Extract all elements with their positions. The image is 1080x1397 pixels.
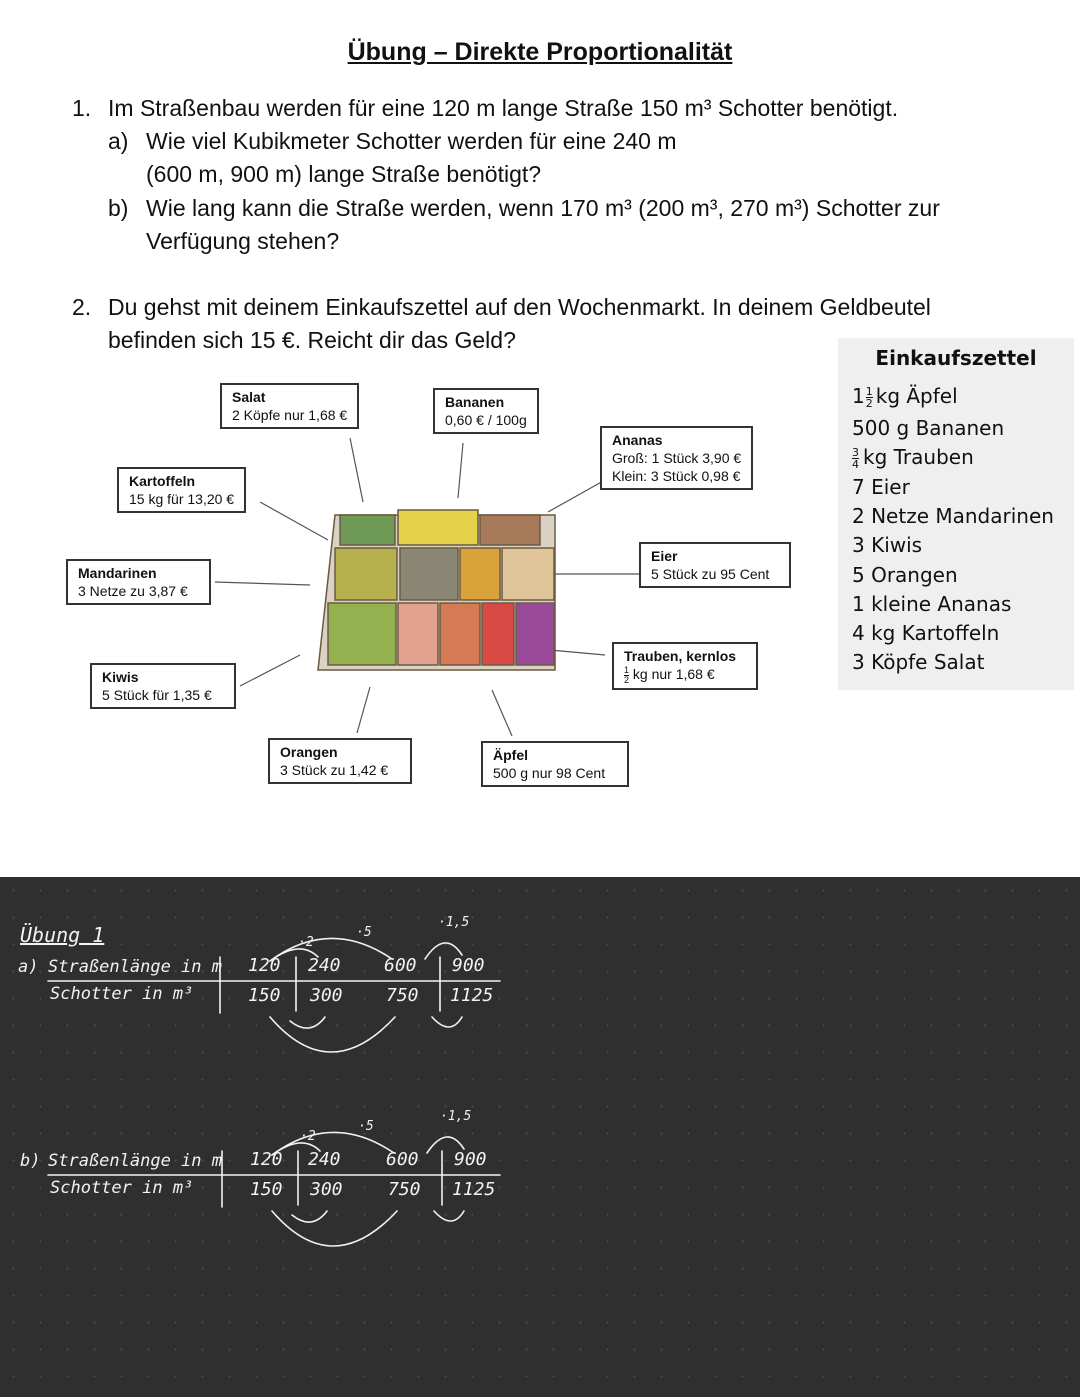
shopping-list-title: Einkaufszettel (875, 346, 1037, 370)
shopping-item-eier: 7 Eier (852, 475, 910, 499)
market-label-ananas (600, 426, 753, 490)
task-1b-line1: Wie lang kann die Straße werden, wenn 170 m³ (200 m³, 270 m³) Schotter zur (146, 195, 940, 221)
task-1-number: 1. (72, 95, 92, 121)
shopping-item-orangen: 5 Orangen (852, 563, 958, 587)
ananas-price-gross: Groß: 1 Stück 3,90 € (612, 450, 742, 466)
trauben-frac-num: 1 (624, 664, 630, 675)
task-2-line2: befinden sich 15 €. Reicht dir das Geld? (108, 327, 516, 353)
trauben-list-frac-num: 3 (852, 446, 859, 459)
mandarinen-price: 3 Netze zu 3,87 € (78, 583, 188, 599)
aepfel-qty-whole: 1 (852, 384, 865, 408)
crate-orangen-top (460, 548, 500, 600)
notes-a-r2-c2: 300 (310, 985, 343, 1006)
crate-kartoffeln (335, 548, 397, 600)
task-1b-label: b) (108, 195, 129, 221)
shopping-item-ananas: 1 kleine Ananas (852, 592, 1012, 616)
shopping-item-aepfel (852, 384, 958, 409)
trauben-list-fraction (852, 447, 859, 470)
crate-pfirsiche (398, 603, 438, 665)
aepfel-price: 500 g nur 98 Cent (493, 765, 606, 781)
shopping-item-bananen: 500 g Bananen (852, 416, 1005, 440)
crate-salat (340, 515, 395, 545)
ananas-name: Ananas (612, 432, 663, 448)
notes-b-factor-times5: ·5 (358, 1119, 374, 1134)
task-1a-label: a) (108, 128, 129, 154)
notes-a-r1-c2: 240 (308, 955, 341, 976)
produce-crates (318, 510, 555, 670)
crate-trauben (516, 603, 554, 665)
notes-b-r1-c3: 600 (386, 1149, 419, 1170)
aepfel-text: kg Äpfel (875, 384, 958, 408)
kartoffeln-price: 15 kg für 13,20 € (129, 491, 235, 507)
crate-bananen (398, 510, 478, 545)
notes-a-factor-double: ·2 (298, 935, 314, 950)
shopping-item-trauben (852, 445, 974, 470)
crate-kiwis-top (400, 548, 458, 600)
task-1a-line1: Wie viel Kubikmeter Schotter werden für eine 240 m (146, 128, 677, 154)
notes-b-label: b) (20, 1151, 41, 1171)
shopping-list (838, 338, 1074, 690)
market-label-kartoffeln (117, 467, 246, 513)
notes-a-factor-times1-5: ·1,5 (438, 915, 470, 930)
kiwis-name: Kiwis (102, 669, 139, 685)
aepfel-frac-den: 2 (865, 397, 873, 410)
ananas-price-klein: Klein: 3 Stück 0,98 € (612, 468, 741, 484)
trauben-price: kg nur 1,68 € (632, 666, 715, 682)
aepfel-frac-num: 1 (865, 385, 873, 398)
market-label-aepfel (481, 741, 629, 787)
notes-b-r2-c2: 300 (310, 1179, 343, 1200)
salat-price: 2 Köpfe nur 1,68 € (232, 407, 348, 423)
handwritten-notes-board (0, 877, 1080, 1397)
notes-a-r1-c4: 900 (452, 955, 485, 976)
notes-heading: Übung 1 (20, 923, 105, 947)
notes-b-factor-times1-5: ·1,5 (440, 1109, 472, 1124)
crate-orangen (440, 603, 480, 665)
kartoffeln-name: Kartoffeln (129, 473, 196, 489)
shopping-item-salat: 3 Köpfe Salat (852, 650, 985, 674)
notes-a-r2-c4: 1125 (450, 985, 494, 1006)
notes-b-r2-c1: 150 (250, 1179, 283, 1200)
notes-b-row2-label: Schotter in m³ (50, 1178, 194, 1198)
notes-a-r1-c3: 600 (384, 955, 417, 976)
market-label-mandarinen (66, 559, 211, 605)
trauben-price-line (624, 665, 746, 685)
market-label-trauben (612, 642, 758, 690)
market-label-orangen (268, 738, 412, 784)
market-label-bananen (433, 388, 539, 434)
trauben-frac-den: 2 (624, 674, 630, 685)
market-label-salat (220, 383, 359, 429)
trauben-list-text: kg Trauben (863, 445, 974, 469)
crate-aepfel-gruen (328, 603, 396, 665)
crate-aepfel-rot (482, 603, 514, 665)
notes-a-factor-times5: ·5 (356, 925, 372, 940)
notes-a-r2-c3: 750 (386, 985, 419, 1006)
notes-b-r1-c2: 240 (308, 1149, 341, 1170)
bananen-name: Bananen (445, 394, 505, 410)
task-2-number: 2. (72, 294, 92, 320)
shopping-item-kartoffeln: 4 kg Kartoffeln (852, 621, 1000, 645)
notes-lines (0, 877, 1080, 1397)
aepfel-name: Äpfel (493, 747, 528, 763)
task-1-text: Im Straßenbau werden für eine 120 m lange Straße 150 m³ Schotter benötigt. (108, 95, 899, 121)
crate-eier (502, 548, 554, 600)
notes-b-row1-label: Straßenlänge in m (48, 1151, 222, 1171)
bananen-price: 0,60 € / 100g (445, 412, 527, 428)
notes-b-r1-c1: 120 (250, 1149, 283, 1170)
task-2-line1: Du gehst mit deinem Einkaufszettel auf den Wochenmarkt. In deinem Geldbeutel (108, 294, 931, 320)
kiwis-price: 5 Stück für 1,35 € (102, 687, 212, 703)
orangen-name: Orangen (280, 744, 338, 760)
notes-b-r1-c4: 900 (454, 1149, 487, 1170)
trauben-name: Trauben, kernlos (624, 648, 737, 664)
task-1a-line2: (600 m, 900 m) lange Straße benötigt? (146, 161, 542, 187)
trauben-list-frac-den: 4 (852, 458, 859, 471)
trauben-fraction (624, 666, 629, 685)
salat-name: Salat (232, 389, 266, 405)
shopping-item-mandarinen: 2 Netze Mandarinen (852, 504, 1054, 528)
eier-name: Eier (651, 548, 678, 564)
crate-ananas (480, 515, 540, 545)
aepfel-fraction (866, 386, 873, 409)
notes-b-factor-double: ·2 (300, 1129, 316, 1144)
notes-a-label: a) (18, 957, 39, 977)
notes-b-r2-c3: 750 (388, 1179, 421, 1200)
orangen-price: 3 Stück zu 1,42 € (280, 762, 389, 778)
page-title: Übung – Direkte Proportionalität (347, 38, 733, 66)
shopping-item-kiwis: 3 Kiwis (852, 533, 923, 557)
notes-a-row1-label: Straßenlänge in m (48, 957, 222, 977)
notes-b-r2-c4: 1125 (452, 1179, 496, 1200)
notes-a-r2-c1: 150 (248, 985, 281, 1006)
market-label-eier (639, 542, 791, 588)
notes-a-r1-c1: 120 (248, 955, 281, 976)
market-label-kiwis (90, 663, 236, 709)
notes-a-row2-label: Schotter in m³ (50, 984, 194, 1004)
task-1b-line2: Verfügung stehen? (146, 228, 340, 254)
mandarinen-name: Mandarinen (78, 565, 157, 581)
eier-price: 5 Stück zu 95 Cent (651, 566, 770, 582)
